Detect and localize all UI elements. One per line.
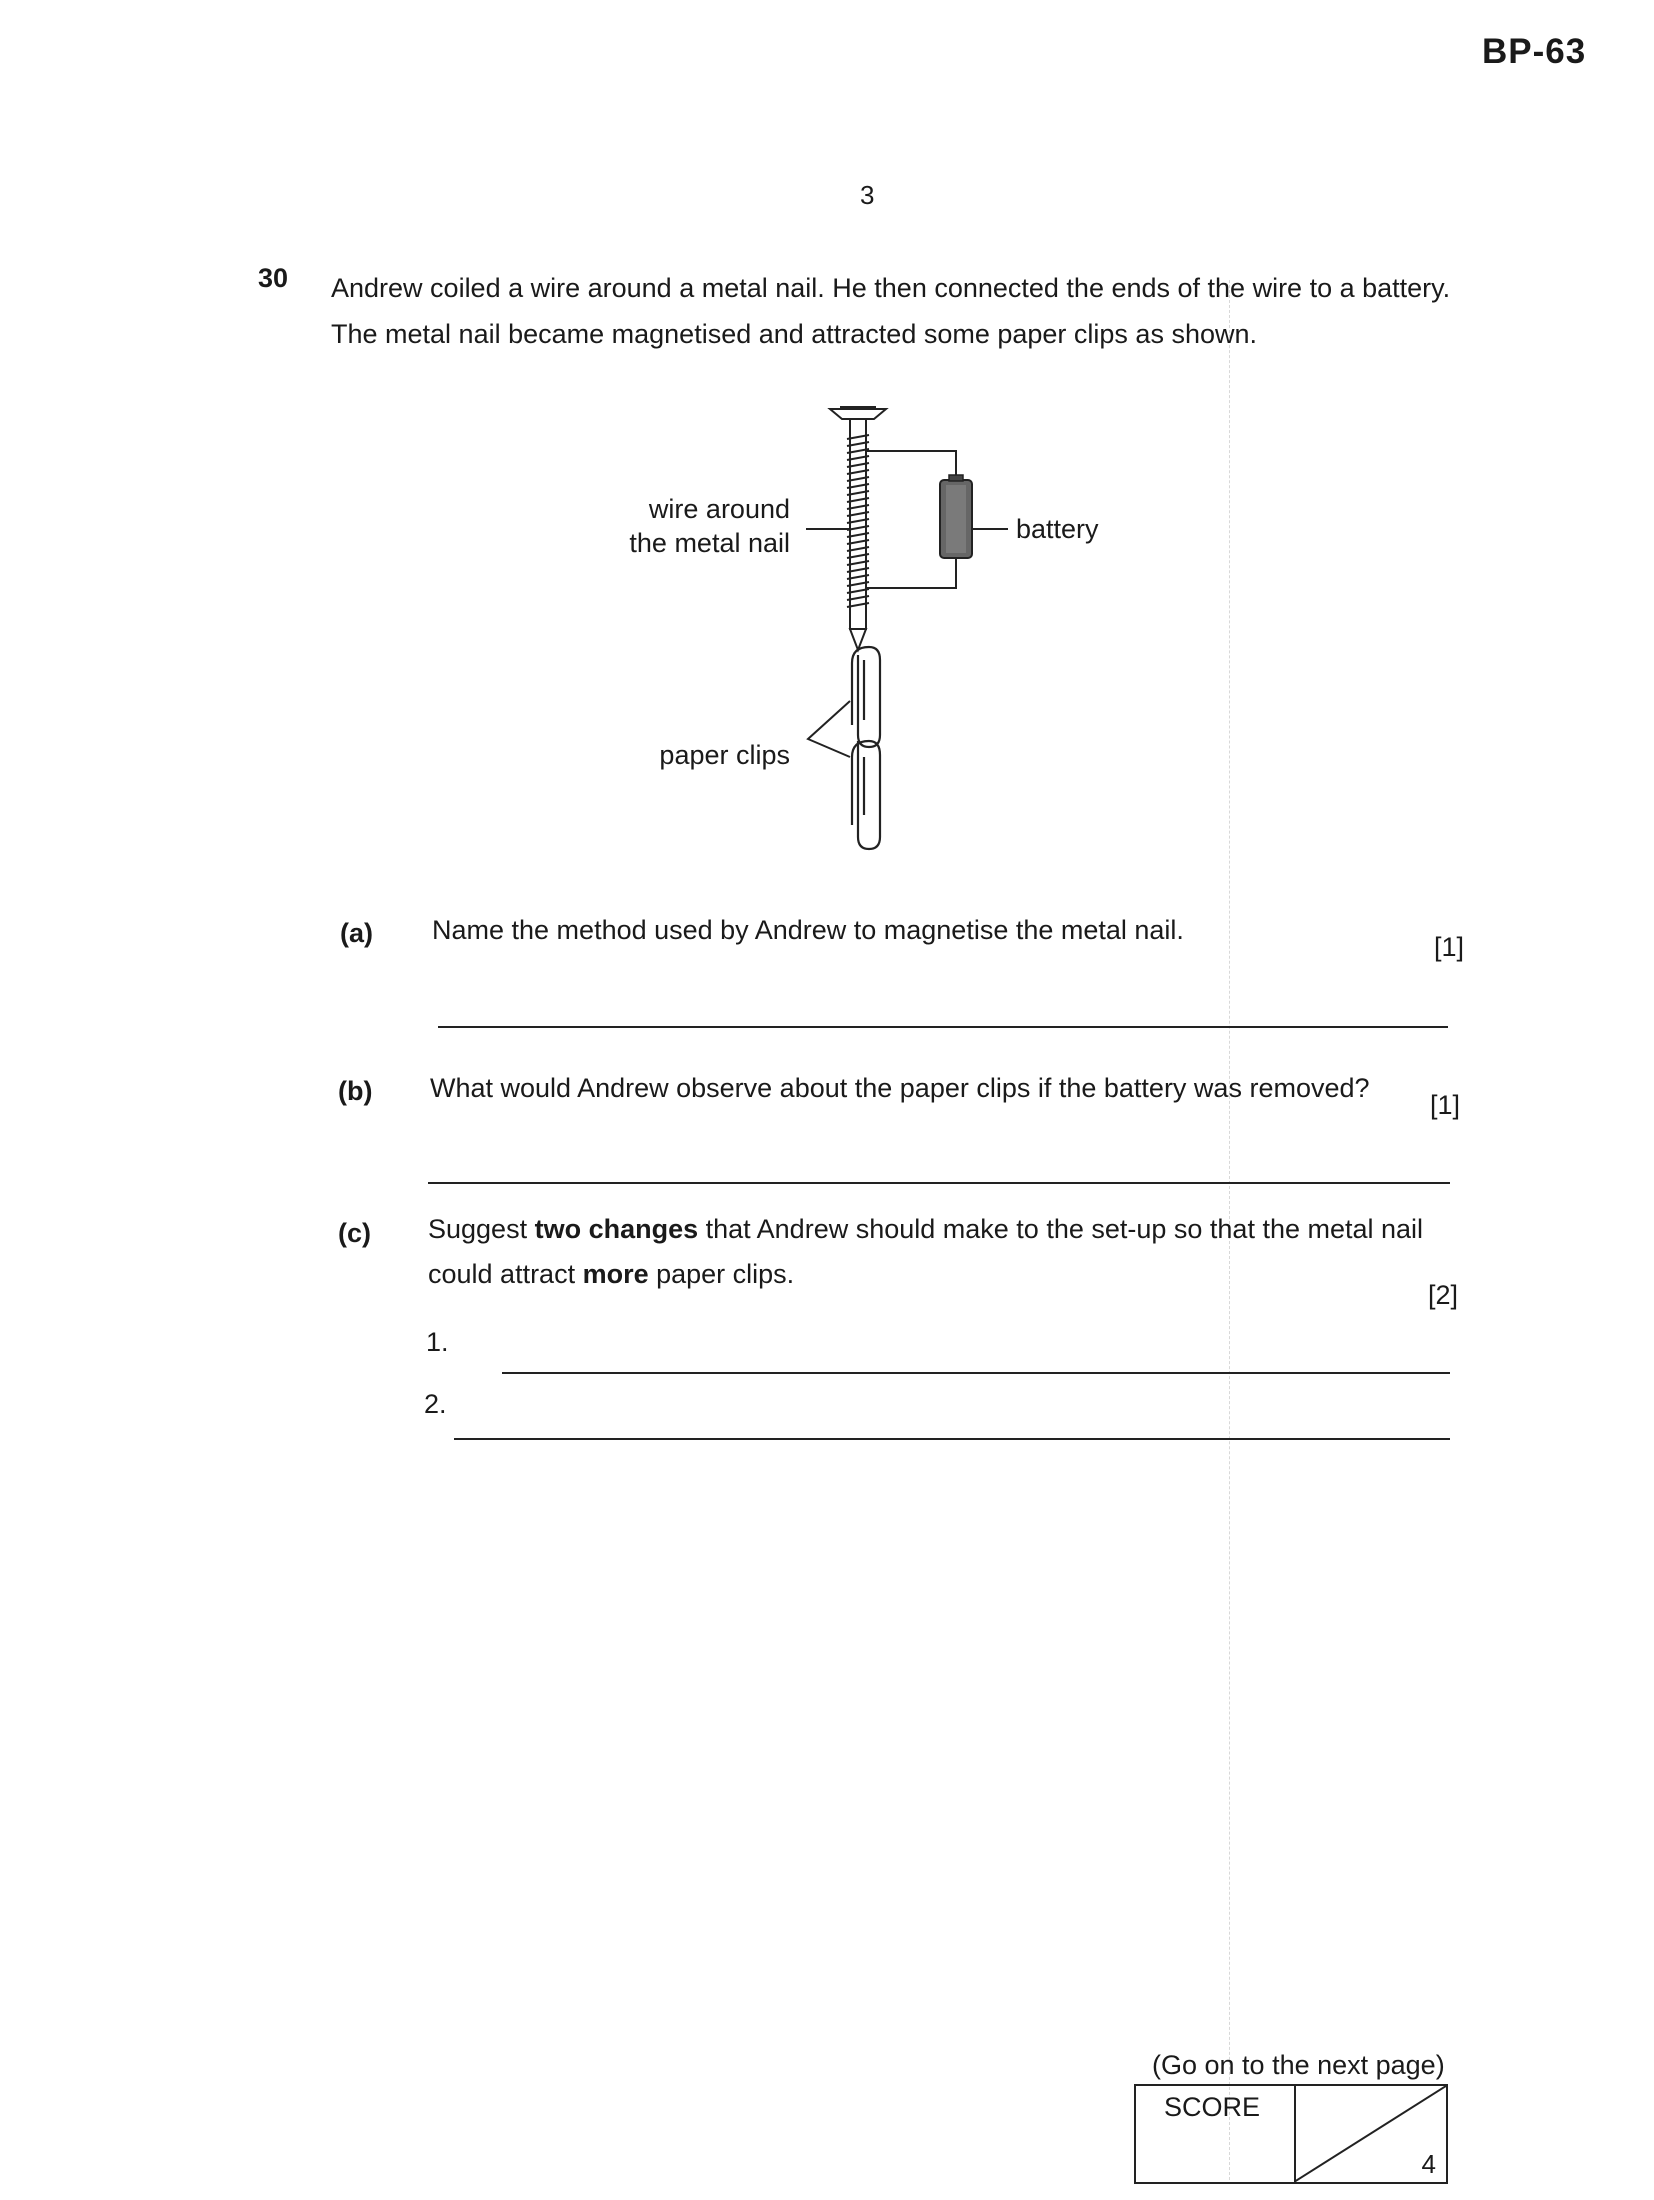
part-c-answer-line-2[interactable] [454,1438,1450,1440]
part-c-text-pre: Suggest [428,1214,535,1244]
question-number: 30 [258,263,289,293]
page-number: 3 [860,180,875,210]
part-b-text: What would Andrew observe about the paper clips if the battery was removed? [430,1073,1370,1103]
part-c-item-2-label: 2. [424,1389,447,1419]
intro-line-1: Andrew coiled a wire around a metal nail. He then connected the ends of the wire to a battery. [331,273,1451,303]
part-b-answer-line[interactable] [428,1182,1450,1184]
paper-clip-2 [852,741,880,849]
paper-clip-1 [852,647,880,747]
part-a-answer-line[interactable] [438,1026,1448,1028]
question-intro [331,265,1511,357]
part-b-marks: [1] [1430,1090,1461,1120]
part-c-text-mid: that Andrew should make to the set-up so that the metal nail [698,1214,1424,1244]
nail-head [830,409,886,419]
figure-label-battery: battery [1016,514,1099,544]
part-b-label: (b) [338,1076,373,1106]
part-c-bold-more: more [582,1259,649,1289]
part-c-marks: [2] [1428,1280,1459,1310]
battery-terminal [949,475,963,481]
wire-bottom [866,558,956,588]
part-c-text-line-2 [428,1252,1328,1297]
figure-label-wire [600,492,790,560]
score-label: SCORE [1164,2092,1261,2122]
part-a-marks: [1] [1434,932,1465,962]
paper-clips [852,647,880,849]
figure-label-paper-clips: paper clips [659,740,790,770]
intro-line-2: The metal nail became magnetised and attracted some paper clips as shown. [331,319,1258,349]
score-label-cell [1136,2086,1296,2182]
clips-pointer-line [808,701,850,757]
electromagnet-diagram [560,395,1120,865]
figure-label-wire-line-2: the metal nail [629,528,790,558]
go-on-next-page-note: (Go on to the next page) [1152,2050,1445,2080]
score-max-marks: 4 [1421,2149,1436,2179]
part-c-text-line2-pre: could attract [428,1259,583,1289]
part-c-label: (c) [338,1218,371,1248]
wire-top [866,451,956,480]
part-c-item-1-label: 1. [426,1327,449,1357]
part-c-bold-two-changes: two changes [534,1214,699,1244]
part-a-text: Name the method used by Andrew to magnetise the metal nail. [432,915,1184,945]
figure-label-wire-line-1: wire around [648,494,790,524]
score-box [1134,2084,1448,2184]
battery-texture [946,485,966,553]
part-c-text-line-1 [428,1207,1458,1252]
part-c-answer-line-1[interactable] [502,1372,1450,1374]
part-c-text-line2-post: paper clips. [648,1259,795,1289]
document-code: BP-63 [1482,32,1587,71]
part-a-label: (a) [340,918,373,948]
